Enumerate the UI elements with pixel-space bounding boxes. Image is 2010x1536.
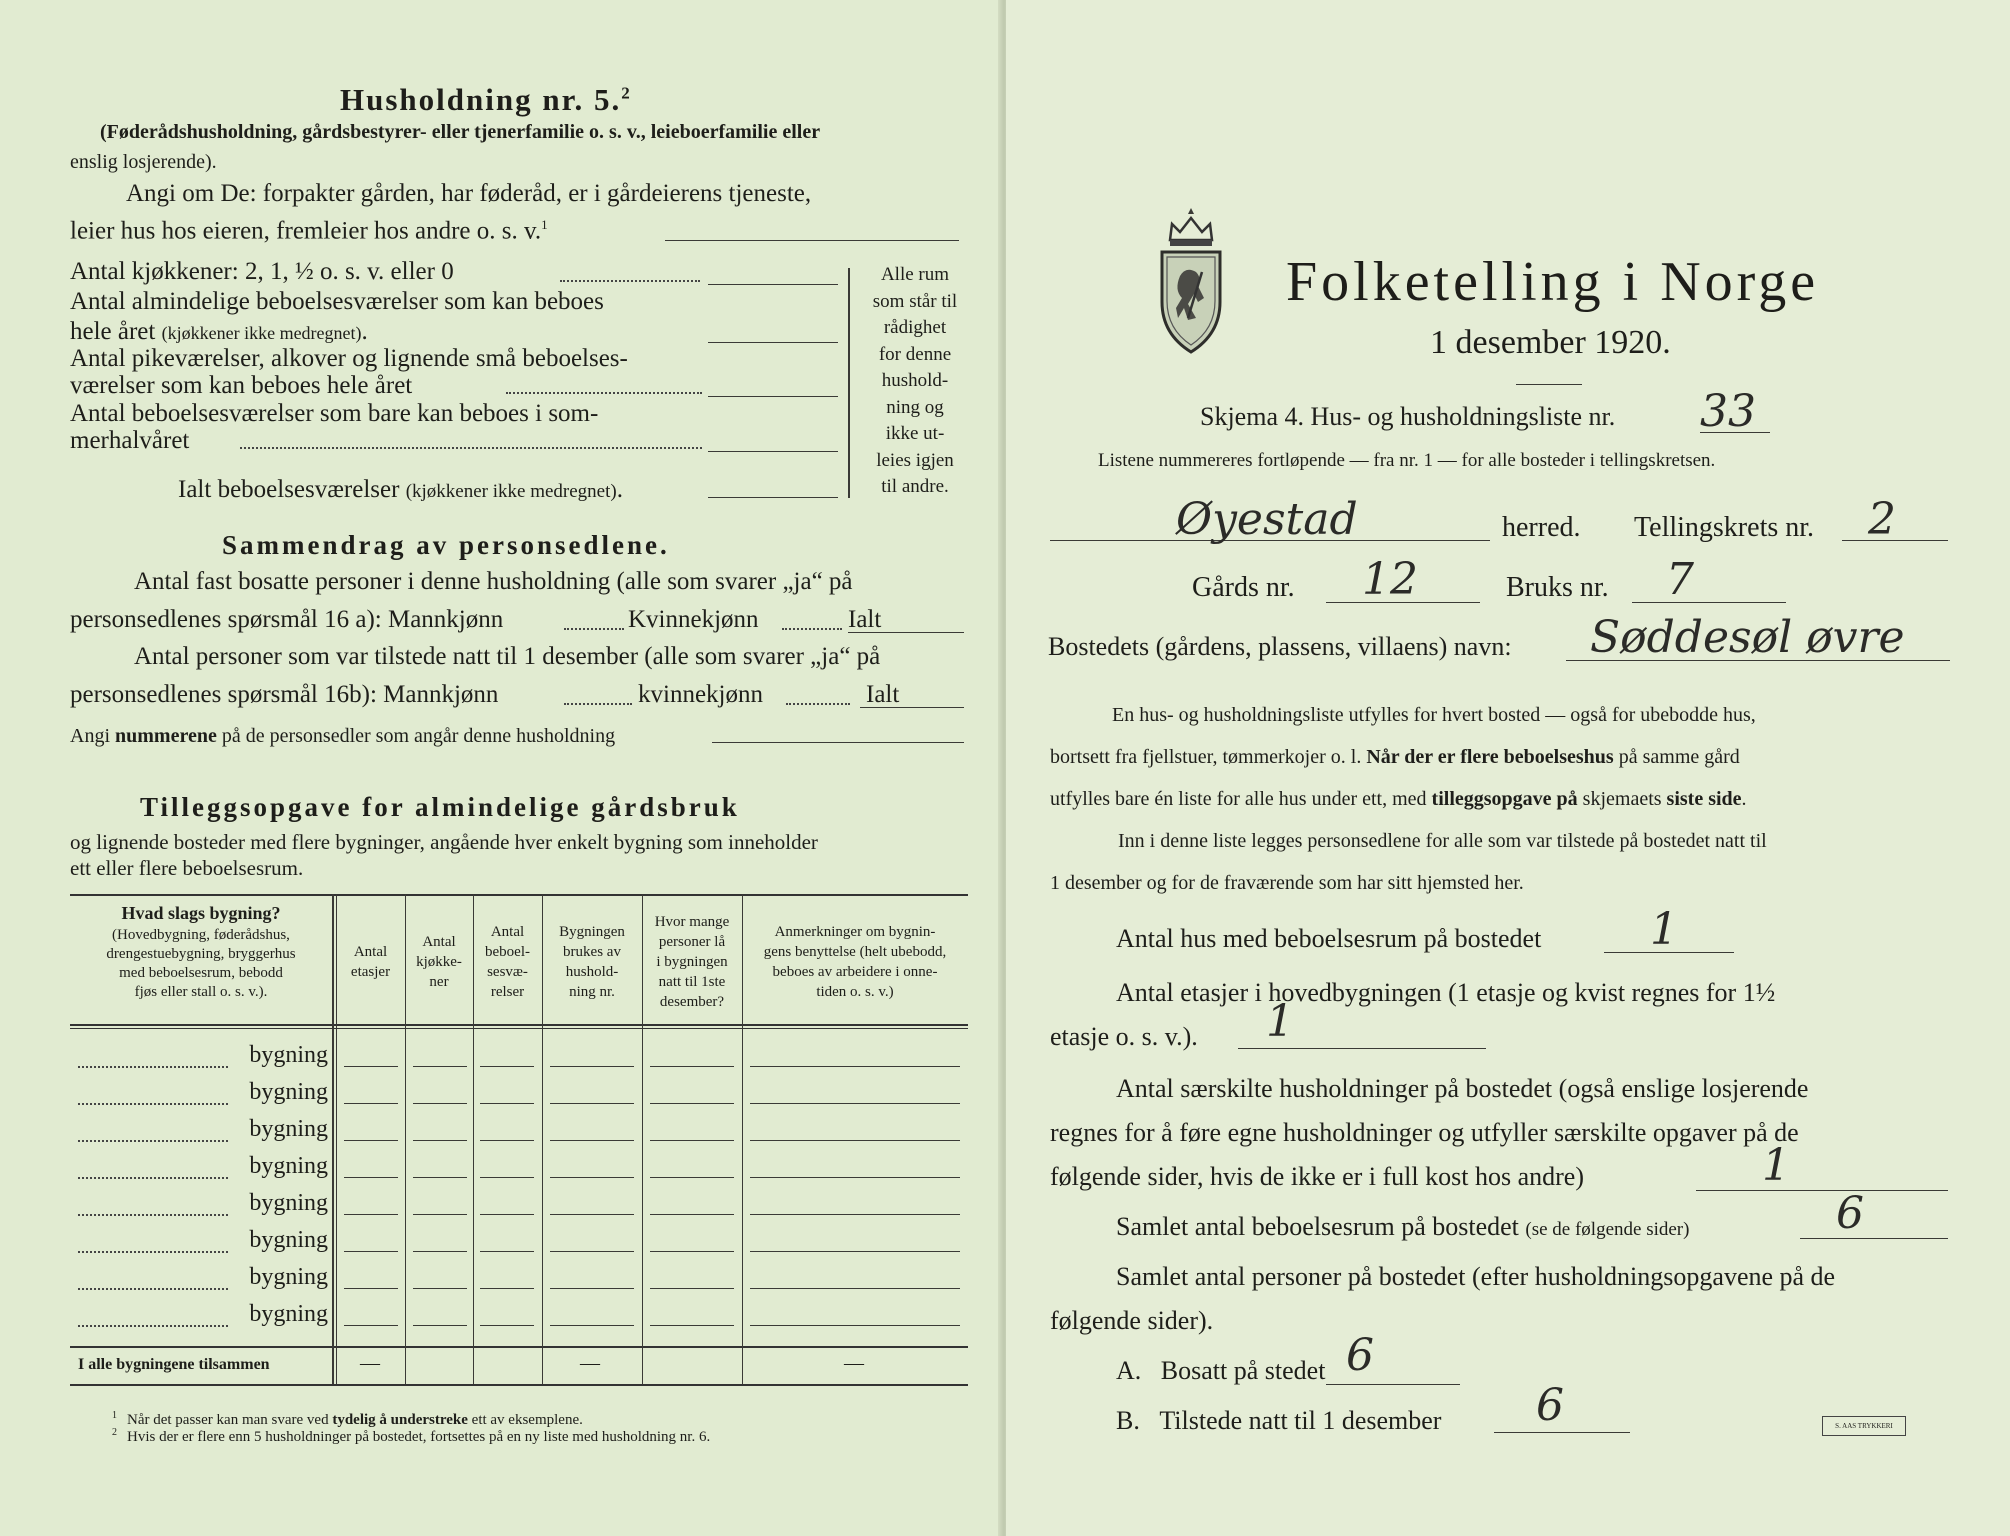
table-row[interactable]: bygning xyxy=(70,1299,968,1335)
table-header-remarks: Anmerkninger om bygnin- gens benyttelse (helt ubebodd, beboes av arbeidere i onne- tiden o. s. v.) xyxy=(763,924,947,1000)
schema-number-value: 33 xyxy=(1700,386,1756,437)
summer-rooms-line2: merhalvåret xyxy=(70,427,190,454)
bosted-value: Søddesøl øvre xyxy=(1590,612,1905,663)
table-header-household-no: Bygningen brukes av hushold- ning nr. xyxy=(559,924,625,1000)
table-header-building-type: Hvad slags bygning? (Hovedbygning, føderådshus, drengestuebygning, bryggerhus med beboelsesrum, bebodd fjøs eller stall o. s. v.). xyxy=(106,903,296,1000)
maid-rooms-line2: værelser som kan beboes hele året xyxy=(70,372,413,399)
kitchens-answer-line[interactable] xyxy=(708,284,838,285)
houses-value: 1 xyxy=(1650,904,1678,955)
supplement-line2: ett eller flere beboelsesrum. xyxy=(70,856,304,880)
rooms-total-question: Samlet antal beboelsesrum på bostedet (se de følgende sider) xyxy=(1116,1212,1690,1241)
table-row[interactable]: bygning xyxy=(70,1040,968,1076)
footnote-1: $^1$ Når det passer kan man svare ved tydelig å understreke ett av eksemplene. xyxy=(112,1410,583,1428)
persons-question-line1: Samlet antal personer på bostedet (efter husholdningsopgavene på de xyxy=(1116,1262,1836,1291)
right-page xyxy=(1006,0,2010,1536)
rooms-question-line1: Antal almindelige beboelsesværelser som kan beboes xyxy=(70,288,604,315)
summer-rooms-leader xyxy=(240,447,702,449)
krets-label: Tellingskrets nr. xyxy=(1634,512,1815,543)
total-rooms-label: Ialt beboelsesværelser (kjøkkener ikke medregnet). xyxy=(178,476,623,503)
supplement-line1: og lignende bosteder med flere bygninger, angående hver enkelt bygning som inneholder xyxy=(70,830,818,854)
summer-rooms-line1: Antal beboelsesværelser som bare kan beboes i som- xyxy=(70,400,599,427)
form-title: Folketelling i Norge xyxy=(1286,251,1820,313)
maid-rooms-line1: Antal pikeværelser, alkover og lignende små beboelses- xyxy=(70,345,628,372)
floors-question-line2: etasje o. s. v.). xyxy=(1050,1022,1198,1051)
bruks-label: Bruks nr. xyxy=(1506,572,1609,603)
p1-total-label: Ialt xyxy=(848,606,882,633)
angi-line1: Angi om De: forpakter gården, har føderåd, er i gårdeierens tjeneste, xyxy=(126,180,812,207)
maid-rooms-leader xyxy=(506,392,702,394)
floors-line[interactable] xyxy=(1238,1048,1486,1049)
summary-title: Sammendrag av personsedlene. xyxy=(222,530,670,560)
table-header-persons: Hvor mange personer lå i bygningen natt til 1ste desember? xyxy=(654,914,730,1010)
maid-rooms-answer-line[interactable] xyxy=(708,396,838,397)
bosted-label: Bostedets (gårdens, plassens, villaens) navn: xyxy=(1048,632,1512,661)
present-label: B. Tilstede natt til 1 desember xyxy=(1116,1406,1442,1435)
supplement-title: Tilleggsopgave for almindelige gårdsbruk xyxy=(140,792,740,822)
rooms-total-line[interactable] xyxy=(1800,1238,1948,1239)
p2-female-answer[interactable] xyxy=(786,703,850,705)
p1-total-answer-line[interactable] xyxy=(848,632,964,633)
herred-value: Øyestad xyxy=(1176,494,1358,545)
p2-total-answer-line[interactable] xyxy=(860,707,964,708)
census-date: 1 desember 1920. xyxy=(1430,324,1671,361)
table-row[interactable]: bygning xyxy=(70,1114,968,1150)
kitchens-question: Antal kjøkkener: 2, 1, ½ o. s. v. eller 0 xyxy=(70,258,454,285)
table-row[interactable]: bygning xyxy=(70,1077,968,1113)
angi-answer-line[interactable] xyxy=(665,240,959,241)
household-title: Husholdning nr. 5.$^2$ xyxy=(340,82,632,117)
persons-question-line2: følgende sider). xyxy=(1050,1306,1214,1335)
instruction-line1: En hus- og husholdningsliste utfylles for hvert bosted — også for ubebodde hus, xyxy=(1112,704,1756,726)
bruks-value: 7 xyxy=(1666,554,1694,605)
household-intro-line1: (Føderådshusholdning, gårdsbestyrer- eller tjenerfamilie o. s. v., leieboerfamilie eller xyxy=(100,121,821,143)
p2-male-answer[interactable] xyxy=(564,703,632,705)
table-header-floors: Antal etasjer xyxy=(350,944,391,980)
building-table xyxy=(70,894,968,1386)
p2-female-label: kvinnekjønn xyxy=(638,681,763,708)
summer-rooms-answer-line[interactable] xyxy=(708,451,838,452)
printer-stamp: S. AAS TRYKKERI xyxy=(1822,1416,1906,1436)
side-note-brace xyxy=(848,268,850,498)
title-rule xyxy=(1516,384,1582,385)
herred-label: herred. xyxy=(1502,512,1581,543)
schema-label: Skjema 4. Hus- og husholdningsliste nr. xyxy=(1200,402,1616,431)
side-note: Alle rum som står til rådighet for denne hushold- ning og ikke ut- leies igjen til andre. xyxy=(872,264,958,497)
gards-value: 12 xyxy=(1362,554,1418,605)
present-value: 6 xyxy=(1536,1380,1564,1431)
households-question-line3: følgende sider, hvis de ikke er i full kost hos andre) xyxy=(1050,1162,1584,1191)
p1-male-answer[interactable] xyxy=(564,628,624,630)
kitchens-leader xyxy=(560,280,700,282)
krets-value: 2 xyxy=(1868,494,1896,545)
summary-p1-line2: personsedlenes spørsmål 16 a): Mannkjønn xyxy=(70,606,504,633)
resident-line[interactable] xyxy=(1326,1384,1460,1385)
summary-p2-line2: personsedlenes spørsmål 16b): Mannkjønn xyxy=(70,681,499,708)
household-intro-line2: enslig losjerende). xyxy=(70,151,217,173)
numbers-instruction: Angi nummerene på de personsedler som angår denne husholdning xyxy=(70,725,616,747)
instruction-line3: utfylles bare én liste for alle hus under ett, med tilleggsopgave på skjemaets siste side. xyxy=(1050,788,1747,810)
rooms-total-value: 6 xyxy=(1836,1188,1864,1239)
p1-female-label: Kvinnekjønn xyxy=(628,606,759,633)
resident-value: 6 xyxy=(1346,1330,1374,1381)
gards-label: Gårds nr. xyxy=(1192,572,1295,603)
total-rooms-answer-line[interactable] xyxy=(708,497,838,498)
present-line[interactable] xyxy=(1494,1432,1630,1433)
households-question-line1: Antal særskilte husholdninger på bostedet (også enslige losjerende xyxy=(1116,1074,1809,1103)
households-line[interactable] xyxy=(1696,1190,1948,1191)
floors-value: 1 xyxy=(1266,996,1294,1047)
p2-total-label: Ialt xyxy=(866,681,900,708)
angi-line2: leier hus hos eieren, fremleier hos andre o. s. v.$^1$ xyxy=(70,217,548,245)
resident-label: A. Bosatt på stedet xyxy=(1116,1356,1326,1385)
table-row[interactable]: bygning xyxy=(70,1225,968,1261)
numbers-answer-line[interactable] xyxy=(712,742,964,743)
instruction-line5: 1 desember og for de fraværende som har sitt hjemsted her. xyxy=(1050,872,1524,894)
houses-question: Antal hus med beboelsesrum på bostedet xyxy=(1116,924,1542,953)
footnote-2: $^2$ Hvis der er flere enn 5 husholdninger på bostedet, fortsettes på en ny liste med husholdning nr. 6. xyxy=(112,1427,711,1445)
summary-p1-line1: Antal fast bosatte personer i denne husholdning (alle som svarer „ja“ på xyxy=(134,568,853,595)
households-value: 1 xyxy=(1762,1140,1790,1191)
table-row[interactable]: bygning xyxy=(70,1262,968,1298)
summary-p2-line1: Antal personer som var tilstede natt til 1 desember (alle som svarer „ja“ på xyxy=(134,643,881,670)
rooms-answer-line[interactable] xyxy=(708,342,838,343)
floors-question-line1: Antal etasjer i hovedbygningen (1 etasje og kvist regnes for 1½ xyxy=(1116,978,1776,1007)
table-header-kitchens: Antal kjøkke- ner xyxy=(416,934,462,990)
households-question-line2: regnes for å føre egne husholdninger og utfyller særskilte opgaver på de xyxy=(1050,1118,1799,1147)
numbering-note: Listene nummereres fortløpende — fra nr. 1 — for alle bosteder i tellingskretsen. xyxy=(1098,450,1716,471)
rooms-question-line2: hele året (kjøkkener ikke medregnet). xyxy=(70,318,368,345)
table-row[interactable]: bygning xyxy=(70,1151,968,1187)
table-total-row: I alle bygningene tilsammen — — — xyxy=(78,1352,864,1374)
bruks-line[interactable] xyxy=(1632,602,1786,603)
table-header-rooms: Antal beboel- sesvæ- relser xyxy=(485,924,530,1000)
instruction-line2: bortsett fra fjellstuer, tømmerkojer o. l. Når der er flere beboelseshus på samme gård xyxy=(1050,746,1740,768)
table-row[interactable]: bygning xyxy=(70,1188,968,1224)
left-page xyxy=(0,0,1004,1536)
instruction-line4: Inn i denne liste legges personsedlene for alle som var tilstede på bostedet natt til xyxy=(1118,830,1767,852)
norway-coat-of-arms-icon xyxy=(1158,206,1224,356)
p1-female-answer[interactable] xyxy=(782,628,842,630)
